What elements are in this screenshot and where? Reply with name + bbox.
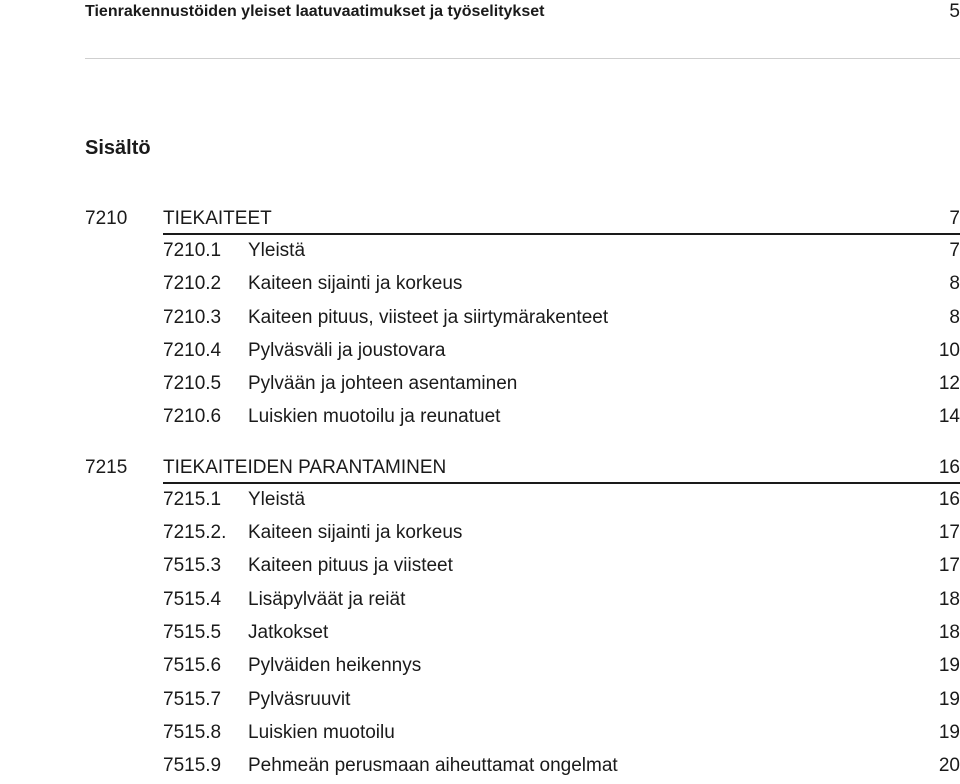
item-number: 7215.2. [163,522,227,544]
item-number: 7210.6 [163,406,222,428]
section-number: 7210 [85,208,128,229]
item-number: 7515.5 [163,621,222,643]
item-page: 14 [938,406,960,428]
item-number: 7515.4 [163,588,222,610]
section-title: TIEKAITEIDEN PARANTAMINEN [163,455,960,484]
item-number: 7210.5 [163,373,222,395]
item-page: 18 [938,588,960,610]
item-number: 7515.6 [163,655,222,677]
item-title: Pylvään ja johteen asentaminen [248,373,518,395]
item-page: 17 [938,522,960,544]
item-number: 7515.8 [163,721,222,743]
item-title: Kaiteen pituus ja viisteet [248,555,453,577]
item-number: 7515.3 [163,555,222,577]
item-number: 7210.3 [163,306,222,328]
toc-section-7215[interactable] [85,455,960,485]
item-title: Yleistä [248,240,306,261]
page-number: 5 [949,1,960,22]
item-number: 7515.7 [163,688,222,710]
item-number: 7210.4 [163,339,222,361]
toc-item[interactable] [85,585,960,618]
section-page: 16 [938,456,960,478]
item-page: 20 [938,755,960,777]
section-page: 7 [949,208,960,229]
item-title: Kaiteen sijainti ja korkeus [248,273,463,295]
document-title: Tienrakennustöiden yleiset laatuvaatimukset ja työselitykset [85,3,545,20]
table-of-contents [85,206,960,784]
item-page: 19 [938,721,960,743]
item-title: Pylväiden heikennys [248,655,422,677]
page-header [85,0,960,59]
toc-item[interactable] [85,402,960,435]
item-page: 19 [938,655,960,677]
item-page: 8 [949,273,960,295]
item-page: 8 [949,306,960,328]
toc-item[interactable] [85,236,960,269]
section-number: 7215 [85,456,128,478]
item-title: Kaiteen sijainti ja korkeus [248,522,463,544]
toc-item[interactable] [85,551,960,584]
item-title: Pehmeän perusmaan aiheuttamat ongelmat [248,755,618,777]
item-page: 19 [938,688,960,710]
item-number: 7515.9 [163,755,222,777]
toc-item[interactable] [85,718,960,751]
item-title: Jatkokset [248,621,329,643]
toc-section-7210[interactable] [85,206,960,236]
item-page: 10 [938,339,960,361]
toc-item[interactable] [85,518,960,551]
section-title: TIEKAITEET [163,206,960,235]
item-page: 17 [938,555,960,577]
toc-item[interactable] [85,651,960,684]
item-number: 7215.1 [163,488,222,510]
toc-item[interactable] [85,269,960,302]
item-page: 7 [949,240,960,261]
item-title: Lisäpylväät ja reiät [248,588,406,610]
toc-heading: Sisältö [85,137,151,159]
item-title: Pylväsväli ja joustovara [248,339,446,361]
toc-item[interactable] [85,685,960,718]
item-title: Yleistä [248,488,306,510]
item-title: Luiskien muotoilu [248,721,395,743]
toc-item[interactable] [85,336,960,369]
item-title: Pylväsruuvit [248,688,351,710]
item-page: 18 [938,621,960,643]
toc-item[interactable] [85,369,960,402]
item-number: 7210.1 [163,240,222,261]
toc-item[interactable] [85,751,960,784]
toc-item[interactable] [85,618,960,651]
item-page: 16 [938,488,960,510]
item-title: Kaiteen pituus, viisteet ja siirtymärakenteet [248,306,609,328]
item-title: Luiskien muotoilu ja reunatuet [248,406,501,428]
item-number: 7210.2 [163,273,222,295]
toc-item[interactable] [85,303,960,336]
toc-item[interactable] [85,485,960,518]
item-page: 12 [938,373,960,395]
